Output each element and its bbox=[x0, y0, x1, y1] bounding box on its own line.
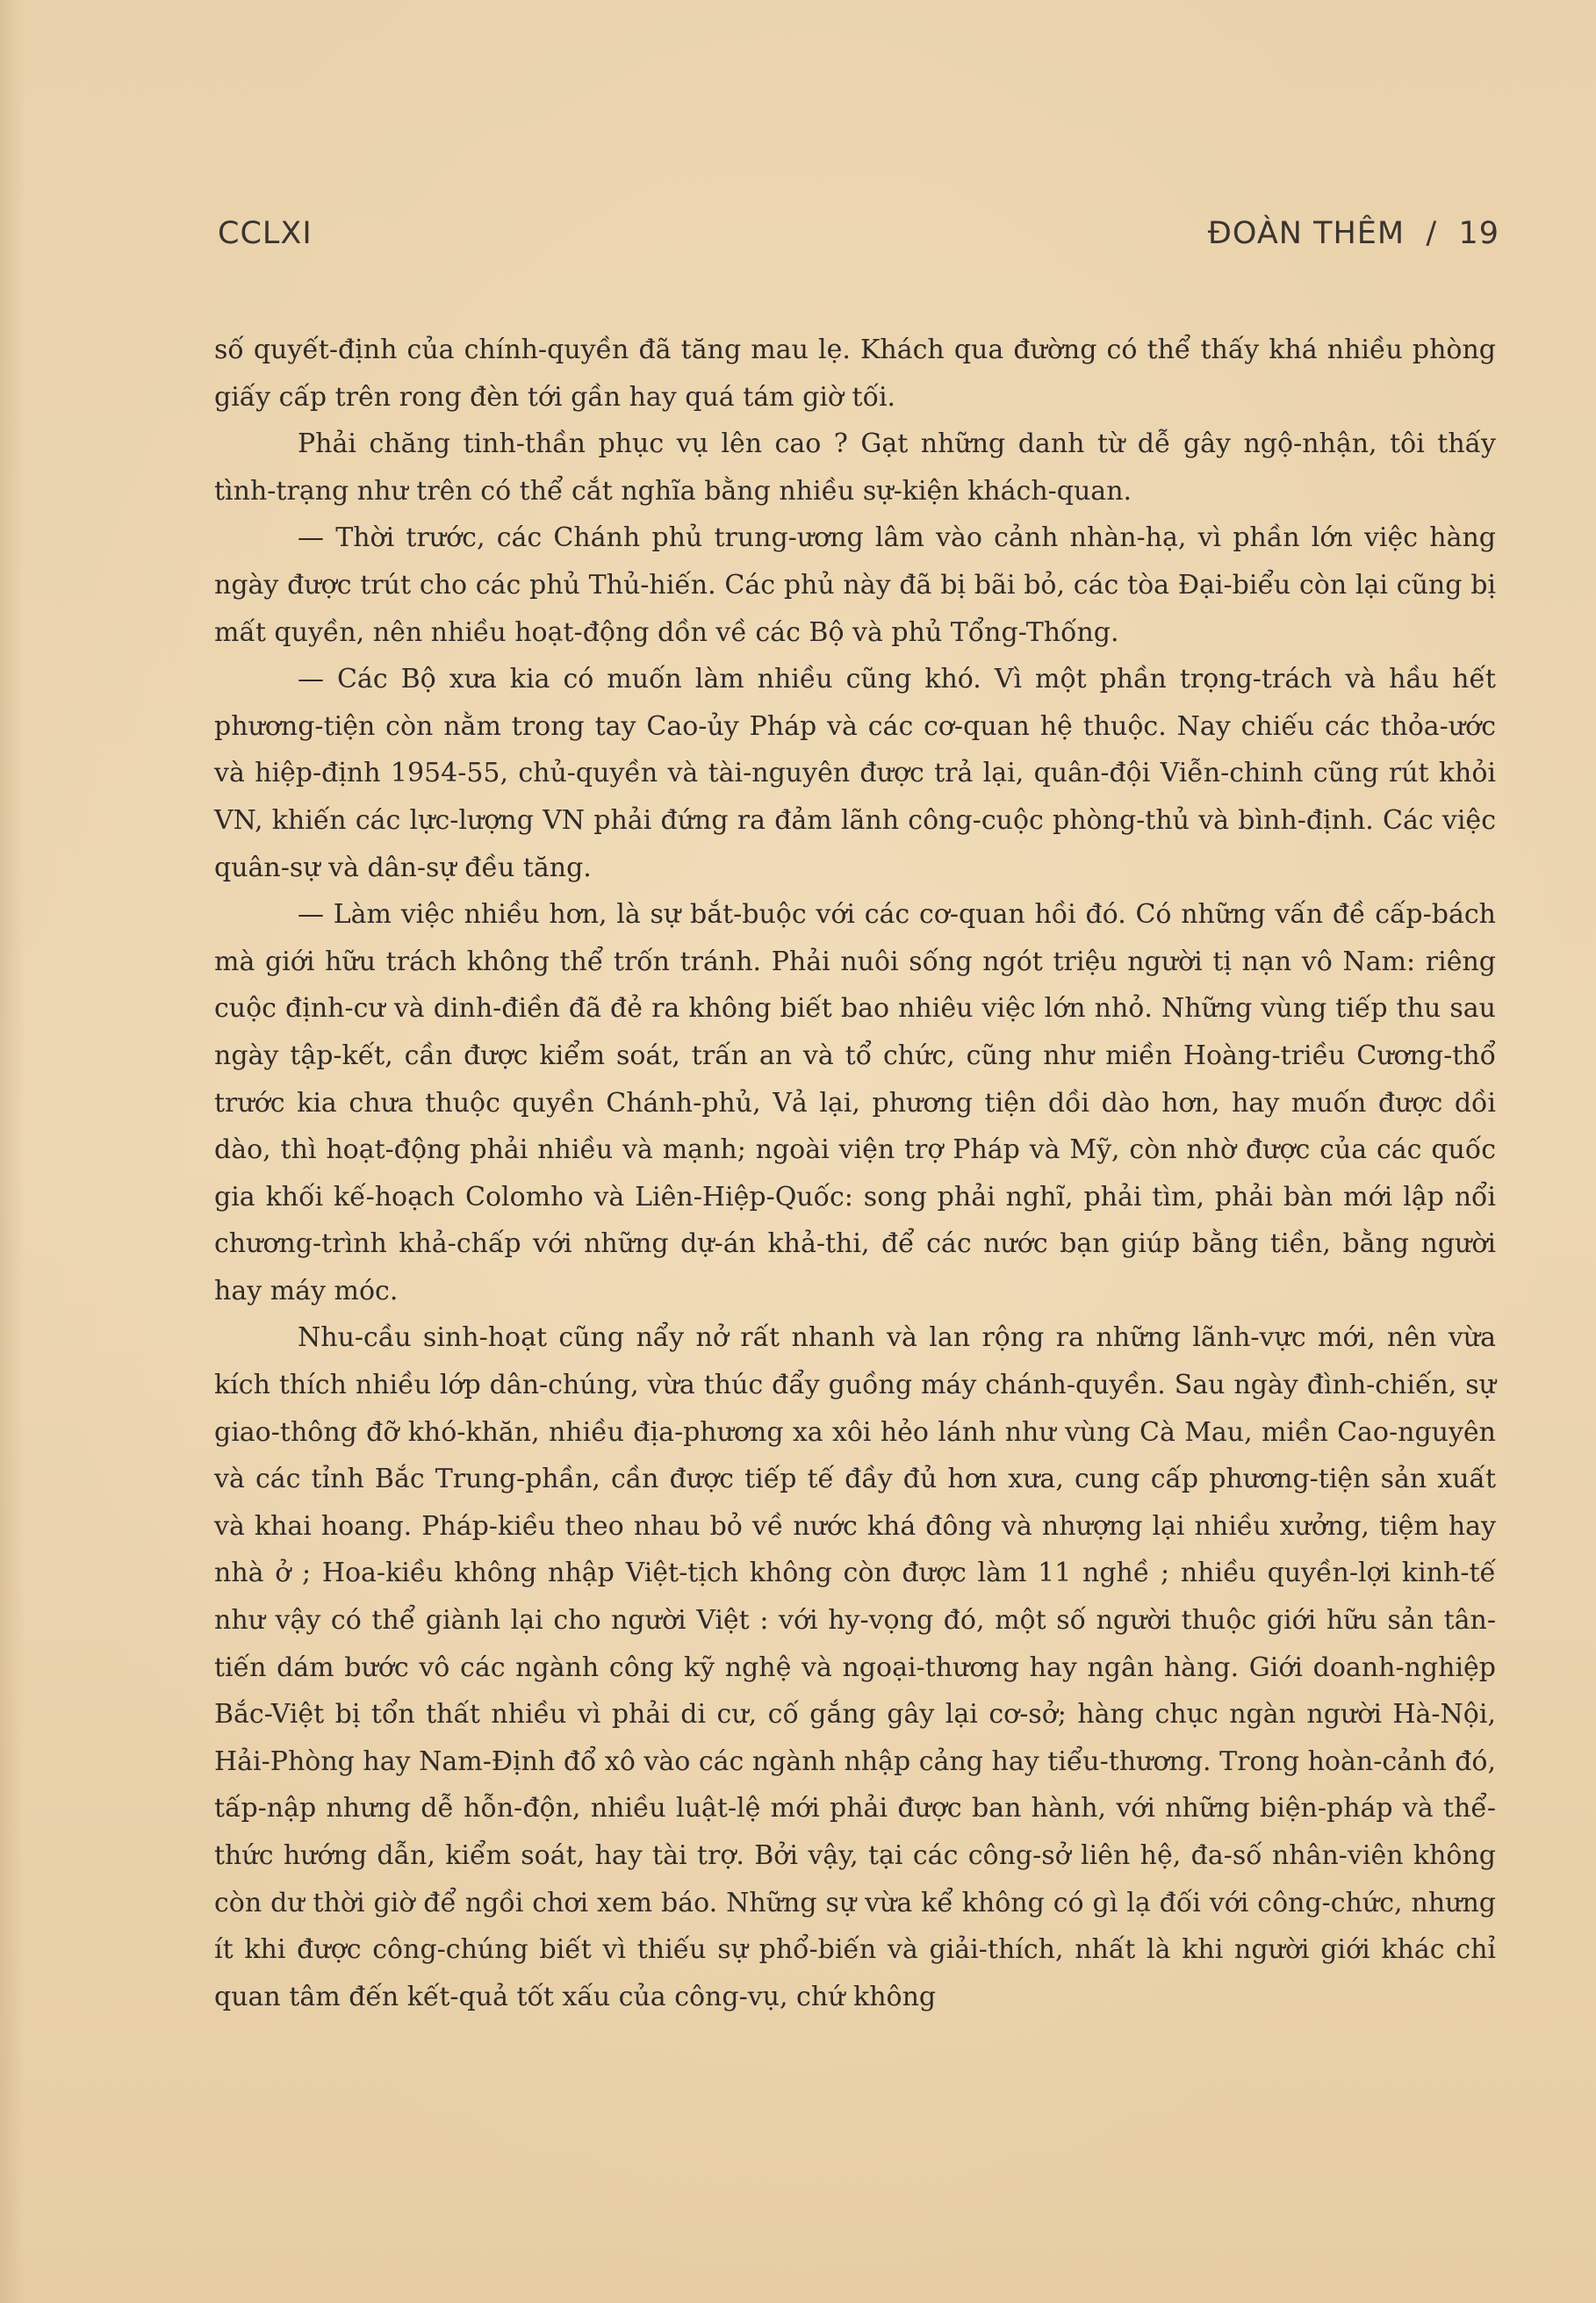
paragraph: số quyết-định của chính-quyền đã tăng mau lẹ. Khách qua đường có thể thấy khá nhiều phòng giấy cấp trên rong đèn tới gần hay quá tám giờ tối. bbox=[214, 335, 1496, 413]
chapter-number: CCLXI bbox=[218, 216, 313, 251]
page-number: 19 bbox=[1458, 216, 1499, 251]
running-header bbox=[218, 216, 1499, 260]
page-edge-shadow bbox=[0, 0, 25, 2303]
body-text bbox=[214, 327, 1496, 2020]
paragraph: — Thời trước, các Chánh phủ trung-ương lâm vào cảnh nhàn-hạ, vì phần lớn việc hàng ngày được trút cho các phủ Thủ-hiến. Các phủ này đã bị bãi bỏ, các tòa Đại-biểu còn lại cũng bị mất quyền, nên nhiều hoạt-động dồn về các Bộ và phủ Tổng-Thống. bbox=[214, 522, 1496, 648]
header-separator: / bbox=[1426, 216, 1438, 251]
paragraph: — Làm việc nhiều hơn, là sự bắt-buộc với các cơ-quan hồi đó. Có những vấn đề cấp-bách mà giới hữu trách không thể trốn tránh. Phải nuôi sống ngót triệu người tị nạn vô Nam: riêng cuộc định-cư và dinh-điền đã đẻ ra không biết bao nhiêu việc lớn nhỏ. Những vùng tiếp thu sau ngày tập-kết, cần được kiểm soát, trấn an và tổ chức, cũng như miền Hoàng-triều Cương-thổ trước kia chưa thuộc quyền Chánh-phủ, Vả lại, phương tiện dồi dào hơn, hay muốn được dồi dào, thì hoạt-động phải nhiều và mạnh; ngoài viện trợ Pháp và Mỹ, còn nhờ được của các quốc gia khối kế-hoạch Colomho và Liên-Hiệp-Quốc: song phải nghĩ, phải tìm, phải bàn mới lập nổi chương-trình khả-chấp với những dự-án khả-thi, để các nước bạn giúp bằng tiền, bằng người hay máy móc. bbox=[214, 899, 1496, 1306]
running-header-right bbox=[1208, 216, 1499, 251]
author-name: ĐOÀN THÊM bbox=[1207, 216, 1405, 251]
paragraph: Phải chăng tinh-thần phục vụ lên cao ? Gạt những danh từ dễ gây ngộ-nhận, tôi thấy tình-trạng như trên có thể cắt nghĩa bằng nhiều sự-kiện khách-quan. bbox=[214, 428, 1496, 507]
paragraph: Nhu-cầu sinh-hoạt cũng nẩy nở rất nhanh và lan rộng ra những lãnh-vực mới, nên vừa kích thích nhiều lớp dân-chúng, vừa thúc đẩy guồng máy chánh-quyền. Sau ngày đình-chiến, sự giao-thông đỡ khó-khăn, nhiều địa-phương xa xôi hẻo lánh như vùng Cà Mau, miền Cao-nguyên và các tỉnh Bắc Trung-phần, cần được tiếp tế đầy đủ hơn xưa, cung cấp phương-tiện sản xuất và khai hoang. Pháp-kiều theo nhau bỏ về nước khá đông và nhượng lại nhiều xưởng, tiệm hay nhà ở ; Hoa-kiều không nhập Việt-tịch không còn được làm 11 nghề ; nhiều quyền-lợi kinh-tế như vậy có thể giành lại cho người Việt : với hy-vọng đó, một số người thuộc giới hữu sản tân-tiến dám bước vô các ngành công kỹ nghệ và ngoại-thương hay ngân hàng. Giới doanh-nghiệp Bắc-Việt bị tổn thất nhiều vì phải di cư, cố gắng gây lại cơ-sở; hàng chục ngàn người Hà-Nội, Hải-Phòng hay Nam-Định đổ xô vào các ngành nhập cảng hay tiểu-thương. Trong hoàn-cảnh đó, tấp-nập nhưng dễ hỗn-độn, nhiều luật-lệ mới phải được ban hành, với những biện-pháp và thể-thức hướng dẫn, kiểm soát, hay tài trợ. Bởi vậy, tại các công-sở liên hệ, đa-số nhân-viên không còn dư thời giờ để ngồi chơi xem báo. Những sự vừa kể không có gì lạ đối với công-chức, nhưng ít khi được công-chúng biết vì thiếu sự phổ-biến và giải-thích, nhất là khi người giới khác chỉ quan tâm đến kết-quả tốt xấu của công-vụ, chứ không bbox=[214, 1322, 1496, 2012]
paragraph: — Các Bộ xưa kia có muốn làm nhiều cũng khó. Vì một phần trọng-trách và hầu hết phương-tiện còn nằm trong tay Cao-ủy Pháp và các cơ-quan hệ thuộc. Nay chiếu các thỏa-ước và hiệp-định 1954-55, chủ-quyền và tài-nguyên được trả lại, quân-đội Viễn-chinh cũng rút khỏi VN, khiến các lực-lượng VN phải đứng ra đảm lãnh công-cuộc phòng-thủ và bình-định. Các việc quân-sự và dân-sự đều tăng. bbox=[214, 664, 1496, 883]
